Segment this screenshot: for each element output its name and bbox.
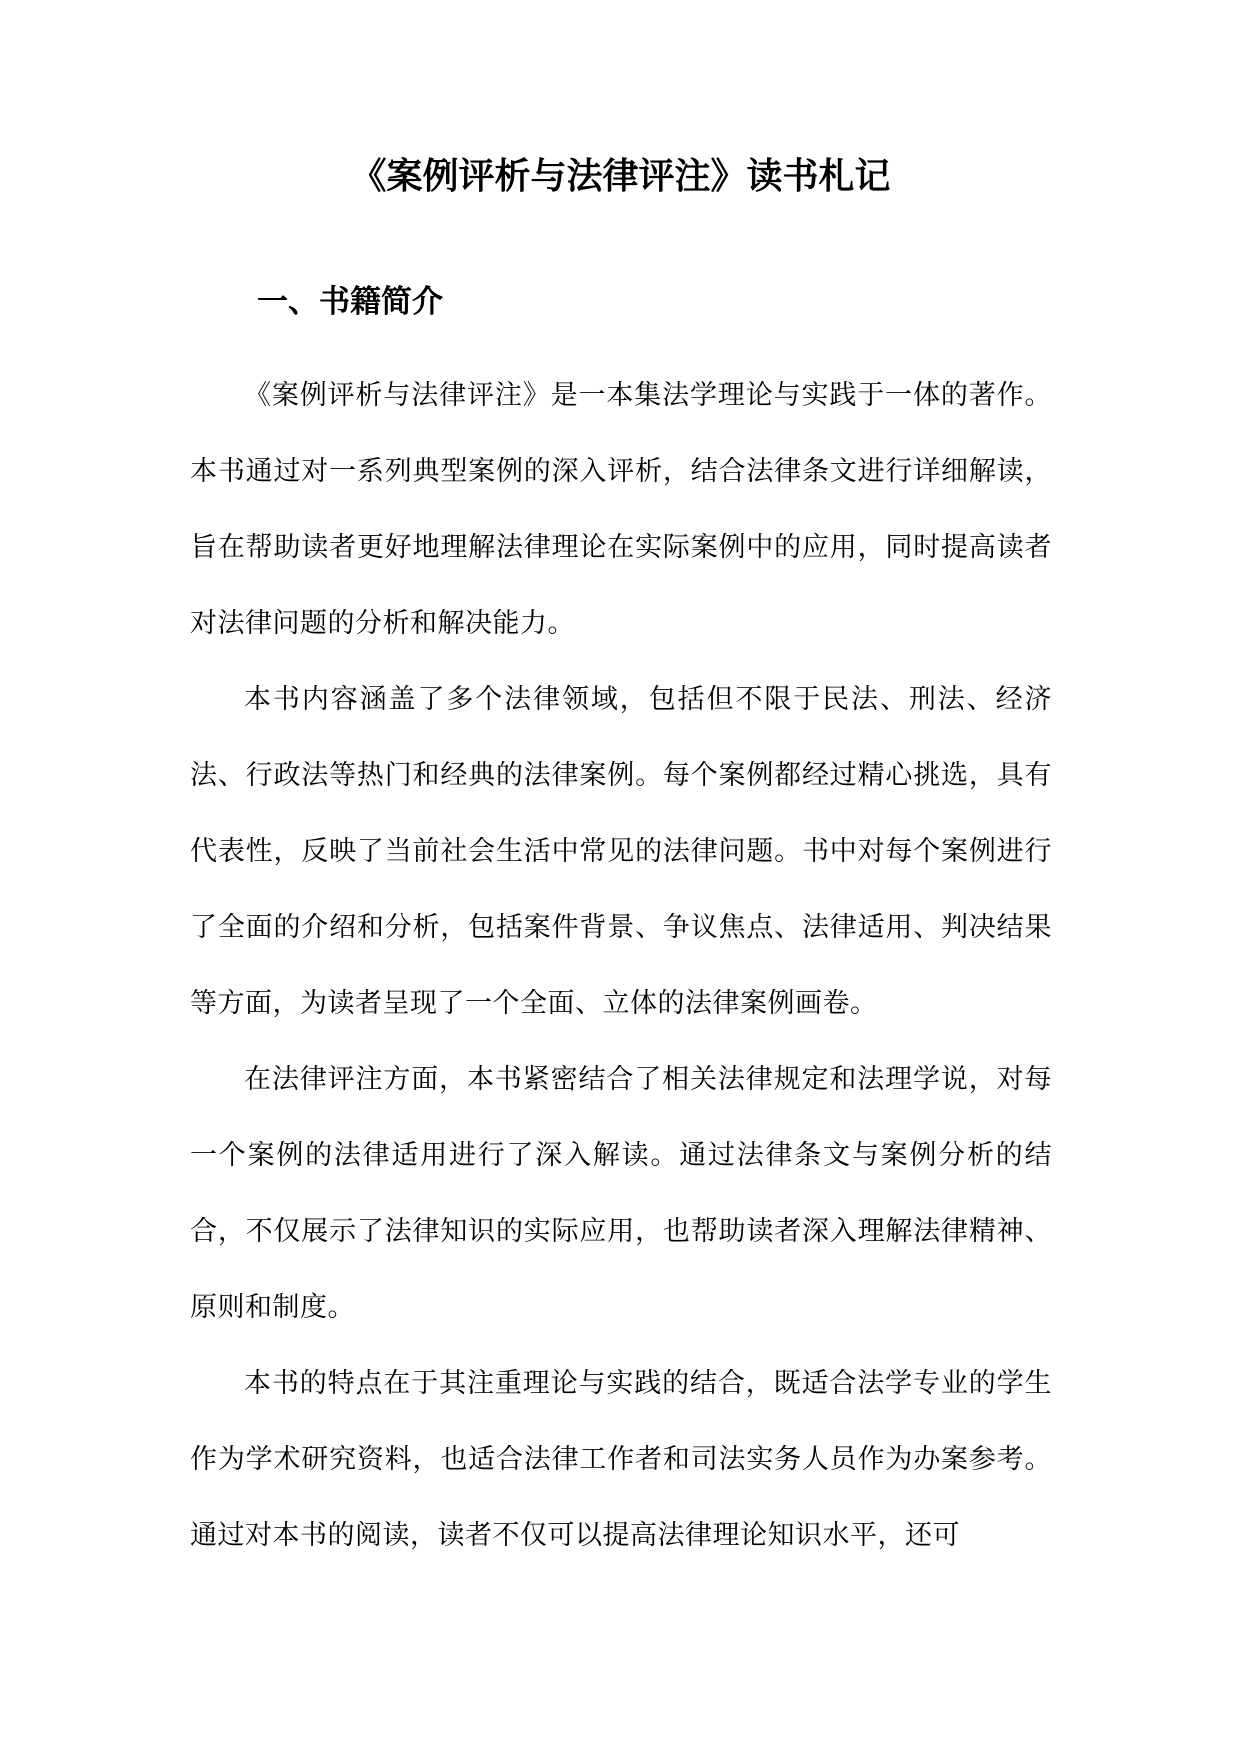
section-body [190,358,1052,1574]
paragraph: 《案例评析与法律评注》是一本集法学理论与实践于一体的著作。本书通过对一系列典型案例的深入评析，结合法律条文进行详细解读，旨在帮助读者更好地理解法律理论在实际案例中的应用，同时提高读者对法律问题的分析和解决能力。 [190,380,1052,639]
paragraph: 本书内容涵盖了多个法律领域，包括但不限于民法、刑法、经济法、行政法等热门和经典的法律案例。每个案例都经过精心挑选，具有代表性，反映了当前社会生活中常见的法律问题。书中对每个案例进行了全面的介绍和分析，包括案件背景、争议焦点、法律适用、判决结果等方面，为读者呈现了一个全面、立体的法律案例画卷。 [190,684,1052,1019]
paragraph: 在法律评注方面，本书紧密结合了相关法律规定和法理学说，对每一个案例的法律适用进行了深入解读。通过法律条文与案例分析的结合，不仅展示了法律知识的实际应用，也帮助读者深入理解法律精神、原则和制度。 [190,1064,1052,1323]
document-title: 《案例评析与法律评注》读书札记 [350,155,891,197]
section-heading: 一、书籍简介 [257,284,443,320]
paragraph: 本书的特点在于其注重理论与实践的结合，既适合法学专业的学生作为学术研究资料，也适合法律工作者和司法实务人员作为办案参考。通过对本书的阅读，读者不仅可以提高法律理论知识水平，还可 [190,1368,1052,1551]
